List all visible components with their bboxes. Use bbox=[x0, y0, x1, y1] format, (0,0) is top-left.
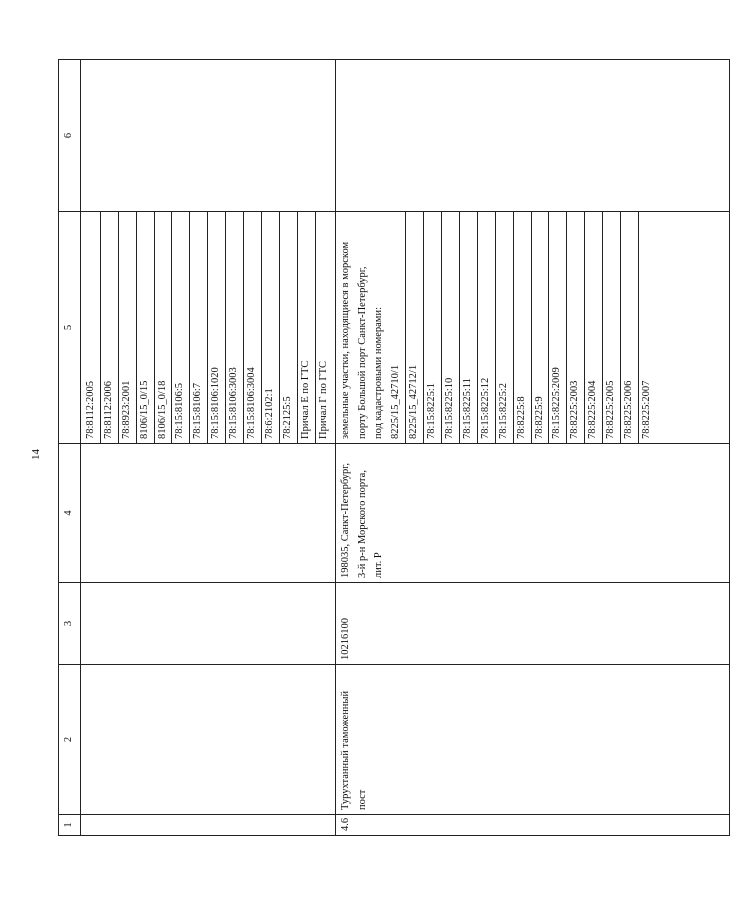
entry-row bbox=[335, 60, 729, 836]
header-cell-3: 3 bbox=[59, 583, 81, 665]
entry-cadastral-list bbox=[388, 216, 656, 439]
cadastral-item: 78:2125:5 bbox=[280, 212, 298, 443]
zone-intro-line: под кадастровыми номерами: bbox=[373, 307, 385, 439]
zone-intro-line: порту Большой порт Санкт-Петербург, bbox=[356, 266, 368, 439]
entry-code: 10216100 bbox=[335, 583, 729, 665]
cadastral-item: 8106/15_0/18 bbox=[155, 212, 173, 443]
cadastral-item: 78:8225:9 bbox=[532, 212, 550, 443]
customs-table bbox=[58, 59, 730, 836]
entry-address bbox=[335, 444, 729, 583]
continuation-row bbox=[80, 60, 335, 836]
cadastral-item: 78:6:2102:1 bbox=[262, 212, 280, 443]
cadastral-item: 78:15:8106:7 bbox=[190, 212, 208, 443]
cadastral-item: 8225/15_42710/1 bbox=[388, 212, 406, 443]
cadastral-item: Причал Г по ГТС bbox=[317, 360, 329, 439]
cadastral-item: 78:15:8225:10 bbox=[442, 212, 460, 443]
header-cell-6: 6 bbox=[59, 60, 81, 212]
entry-zone bbox=[335, 212, 729, 444]
header-row bbox=[59, 60, 81, 836]
cadastral-item: 78:8225:2003 bbox=[567, 212, 585, 443]
cadastral-item: 78:15:8106:1020 bbox=[208, 212, 226, 443]
cadastral-item: 78:8225:2006 bbox=[621, 212, 639, 443]
cadastral-item: 8106/15_0/15 bbox=[137, 212, 155, 443]
address-line: 198035, Санкт-Петербург, bbox=[339, 462, 351, 578]
cadastral-item: 78:8923:2001 bbox=[119, 212, 137, 443]
cadastral-item: 78:15:8225:12 bbox=[478, 212, 496, 443]
cadastral-item: 78:15:8225:11 bbox=[460, 212, 478, 443]
cadastral-item: 78:8225:8 bbox=[514, 212, 532, 443]
rotated-table-sheet bbox=[58, 60, 652, 836]
header-cell-1: 1 bbox=[59, 815, 81, 836]
header-cell-4: 4 bbox=[59, 444, 81, 583]
cadastral-item: 78:8112:2006 bbox=[101, 212, 119, 443]
header-cell-5: 5 bbox=[59, 212, 81, 444]
cadastral-item: 8225/15_42712/1 bbox=[406, 212, 424, 443]
cadastral-item: 78:8112:2005 bbox=[83, 212, 101, 443]
address-line: лит. Р bbox=[373, 552, 385, 578]
entry-number: 4.6 bbox=[335, 815, 729, 836]
cadastral-item: 78:8225:2004 bbox=[585, 212, 603, 443]
header-cell-2: 2 bbox=[59, 665, 81, 815]
cadastral-item: Причал Е по ГТС bbox=[298, 212, 316, 443]
cadastral-item: 78:15:8225:1 bbox=[424, 212, 442, 443]
address-line: 3-й р-н Морского порта, bbox=[356, 470, 368, 578]
cadastral-item: 78:15:8106:3004 bbox=[244, 212, 262, 443]
cadastral-item: 78:8225:2007 bbox=[641, 380, 652, 439]
cadastral-item: 78:15:8225:2009 bbox=[549, 212, 567, 443]
cadastral-item: 78:8225:2005 bbox=[603, 212, 621, 443]
zone-intro-line: земельные участки, находящиеся в морском bbox=[339, 241, 351, 439]
cadastral-item: 78:15:8106:3003 bbox=[226, 212, 244, 443]
cadastral-item: 78:15:8225:2 bbox=[496, 212, 514, 443]
cadastral-item: 78:15:8106:5 bbox=[172, 212, 190, 443]
page-number: 14 bbox=[30, 449, 42, 460]
entry-name: Турухтанный таможенный пост bbox=[335, 665, 729, 815]
continuation-cadastral-list bbox=[80, 212, 335, 444]
